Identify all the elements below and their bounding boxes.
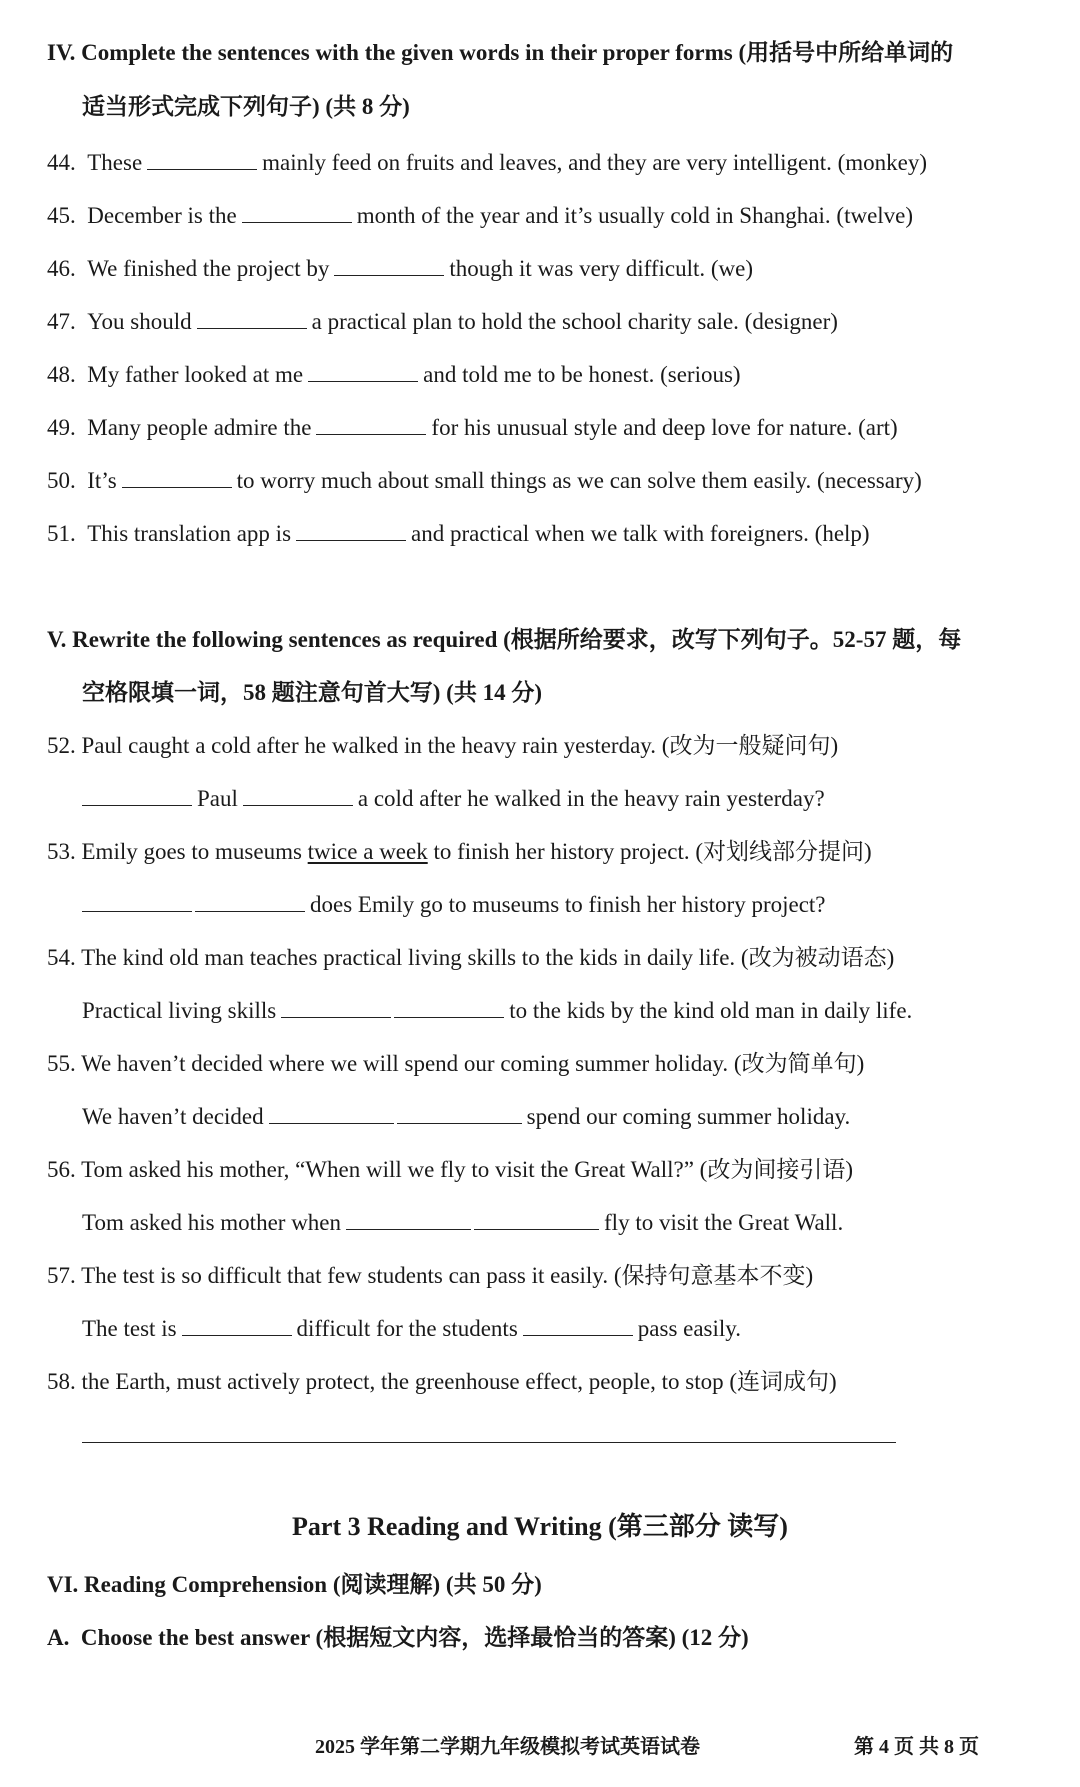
- question-52-answer: Paul a cold after he walked in the heavy rain yesterday?: [82, 784, 825, 814]
- answer-blank[interactable]: [269, 1103, 394, 1124]
- section5-title: V. Rewrite the following sentences as required (根据所给要求，改写下列句子。52-57 题，每: [47, 627, 962, 652]
- answer-blank[interactable]: [296, 520, 406, 541]
- question-58-answer-line[interactable]: [82, 1442, 896, 1443]
- answer-blank[interactable]: [197, 308, 307, 329]
- question-50: 50. It’s to worry much about small things as we can solve them easily. (necessary): [47, 468, 922, 493]
- question-57-answer: The test is difficult for the students pass easily.: [82, 1316, 742, 1341]
- answer-blank[interactable]: [394, 997, 504, 1018]
- question-54-prompt: 54. The kind old man teaches practical living skills to the kids in daily life. (改为被动语态): [47, 945, 895, 970]
- question-47: 47. You should a practical plan to hold the school charity sale. (designer): [47, 309, 838, 334]
- question-48: 48. My father looked at me and told me to be honest. (serious): [47, 362, 741, 387]
- answer-blank[interactable]: [334, 255, 444, 276]
- answer-blank[interactable]: [242, 202, 352, 223]
- question-49: 49. Many people admire the for his unusual style and deep love for nature. (art): [47, 415, 898, 440]
- section4-title: IV. Complete the sentences with the given words in their proper forms (用括号中所给单词的: [47, 40, 954, 65]
- answer-blank[interactable]: [195, 891, 305, 912]
- question-44: 44. These mainly feed on fruits and leaves, and they are very intelligent. (monkey): [47, 150, 928, 175]
- answer-blank[interactable]: [82, 785, 192, 806]
- question-45: 45. December is the month of the year and it’s usually cold in Shanghai. (twelve): [47, 203, 914, 228]
- part3-title: Part 3 Reading and Writing (第三部分 读写): [292, 1512, 788, 1541]
- section4-title-cont: 适当形式完成下列句子) (共 8 分): [82, 94, 410, 119]
- question-56-prompt: 56. Tom asked his mother, “When will we fly to visit the Great Wall?” (改为间接引语): [47, 1157, 853, 1182]
- section6-title: VI. Reading Comprehension (阅读理解) (共 50 分): [47, 1572, 542, 1597]
- question-55-prompt: 55. We haven’t decided where we will spend our coming summer holiday. (改为简单句): [47, 1051, 865, 1076]
- section5-title-cont: 空格限填一词，58 题注意句首大写) (共 14 分): [82, 680, 542, 705]
- question-56-answer: Tom asked his mother when fly to visit the Great Wall.: [82, 1210, 844, 1235]
- answer-blank[interactable]: [316, 414, 426, 435]
- question-53-answer: does Emily go to museums to finish her history project?: [82, 890, 826, 920]
- question-51: 51. This translation app is and practical when we talk with foreigners. (help): [47, 521, 870, 546]
- footer-page-info: 第 4 页 共 8 页: [854, 1736, 979, 1758]
- answer-blank[interactable]: [474, 1209, 599, 1230]
- question-54-answer: Practical living skills to the kids by the kind old man in daily life.: [82, 998, 913, 1023]
- answer-blank[interactable]: [243, 785, 353, 806]
- footer-exam-title: 2025 学年第二学期九年级模拟考试英语试卷: [315, 1736, 700, 1758]
- answer-blank[interactable]: [147, 149, 257, 170]
- answer-blank[interactable]: [308, 361, 418, 382]
- answer-blank[interactable]: [523, 1315, 633, 1336]
- answer-blank[interactable]: [281, 997, 391, 1018]
- answer-blank[interactable]: [182, 1315, 292, 1336]
- underlined-phrase: twice a week: [307, 839, 428, 864]
- question-53-prompt: 53. Emily goes to museums twice a week to finish her history project. (对划线部分提问): [47, 839, 872, 864]
- sectionA-title: A. Choose the best answer (根据短文内容，选择最恰当的答案) (12 分): [47, 1625, 749, 1650]
- question-58-prompt: 58. the Earth, must actively protect, the greenhouse effect, people, to stop (连词成句): [47, 1369, 837, 1394]
- question-55-answer: We haven’t decided spend our coming summer holiday.: [82, 1104, 851, 1129]
- answer-blank[interactable]: [346, 1209, 471, 1230]
- answer-blank[interactable]: [122, 467, 232, 488]
- answer-blank[interactable]: [397, 1103, 522, 1124]
- question-57-prompt: 57. The test is so difficult that few students can pass it easily. (保持句意基本不变): [47, 1263, 814, 1288]
- question-46: 46. We finished the project by though it was very difficult. (we): [47, 256, 754, 281]
- answer-blank[interactable]: [82, 891, 192, 912]
- question-52-prompt: 52. Paul caught a cold after he walked in the heavy rain yesterday. (改为一般疑问句): [47, 733, 839, 758]
